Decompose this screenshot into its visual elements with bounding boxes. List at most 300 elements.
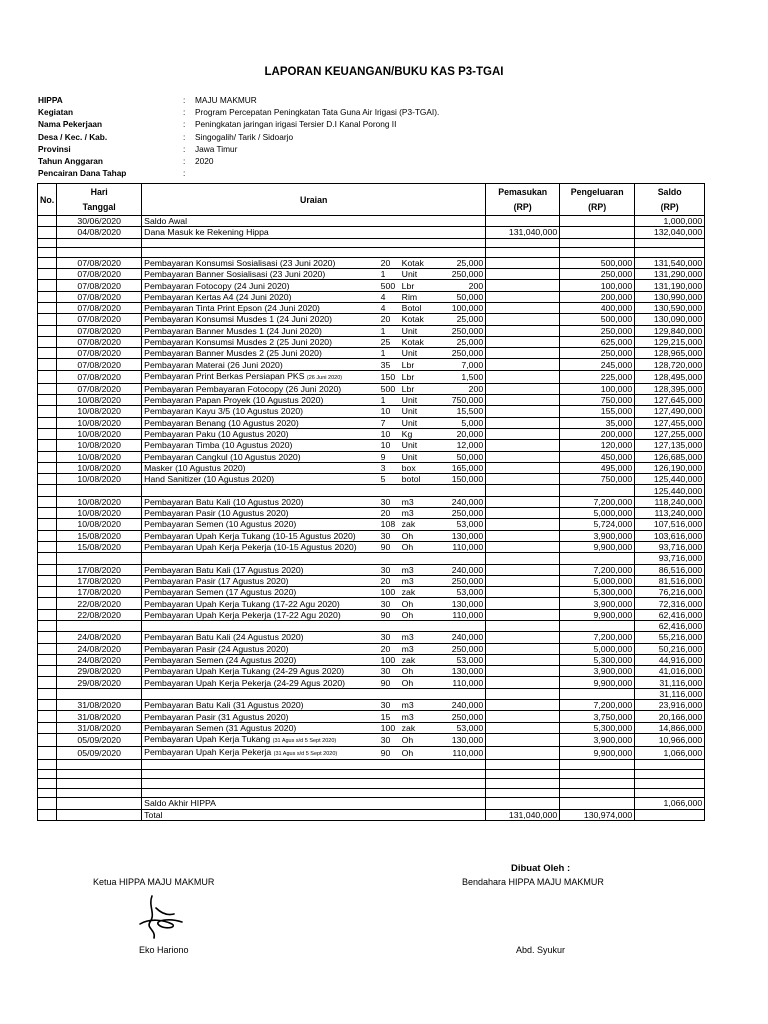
- cell-date: 07/08/2020: [57, 302, 142, 313]
- cell-saldo: 130,990,000: [635, 291, 705, 302]
- cell-unit: Kg: [400, 428, 432, 439]
- cell-date: [57, 769, 142, 779]
- cell-pemasukan: [486, 722, 560, 733]
- cell-date: 22/08/2020: [57, 598, 142, 609]
- cell-qty: 90: [379, 609, 400, 620]
- cell-date: [57, 248, 142, 258]
- cell-unit: Unit: [400, 417, 432, 428]
- cell-desc: [142, 553, 379, 564]
- cell-price: 200: [432, 280, 486, 291]
- cell-pengeluaran: 100,000: [560, 280, 635, 291]
- cell-price: 53,000: [432, 722, 486, 733]
- cell-unit: Unit: [400, 325, 432, 336]
- cell-price: 240,000: [432, 632, 486, 643]
- cell-pengeluaran: [560, 769, 635, 779]
- cell-date: 10/08/2020: [57, 462, 142, 473]
- cell-price: 25,000: [432, 314, 486, 325]
- cell-price: [432, 620, 486, 631]
- cell-pengeluaran: 9,900,000: [560, 541, 635, 552]
- dibuat-oleh: Dibuat Oleh :: [511, 863, 571, 874]
- cell-date: 24/08/2020: [57, 654, 142, 665]
- cell-no: [38, 677, 57, 688]
- cell-qty: [379, 227, 400, 238]
- cell-pengeluaran: [560, 688, 635, 699]
- cell-pemasukan: [486, 496, 560, 507]
- cell-saldo: [635, 238, 705, 248]
- cell-pemasukan: [486, 336, 560, 347]
- cell-no: [38, 609, 57, 620]
- table-row: [38, 280, 705, 291]
- cell-pengeluaran: [560, 788, 635, 798]
- cell-unit: [400, 798, 432, 809]
- cell-saldo: 128,395,000: [635, 383, 705, 394]
- info-label: Provinsi: [38, 143, 71, 154]
- cell-price: [432, 759, 486, 769]
- cell-date: 10/08/2020: [57, 395, 142, 406]
- cell-price: 750,000: [432, 395, 486, 406]
- cell-unit: [400, 620, 432, 631]
- cell-unit: Oh: [400, 746, 432, 759]
- cell-pengeluaran: [560, 759, 635, 769]
- cell-pemasukan: [486, 711, 560, 722]
- cell-saldo: 128,495,000: [635, 370, 705, 383]
- cell-unit: [400, 553, 432, 564]
- cell-price: 130,000: [432, 666, 486, 677]
- table-row: [38, 336, 705, 347]
- cell-no: [38, 541, 57, 552]
- cell-desc: [142, 788, 379, 798]
- table-row: [38, 654, 705, 665]
- cell-saldo: 41,016,000: [635, 666, 705, 677]
- cell-price: 110,000: [432, 746, 486, 759]
- cell-no: [38, 370, 57, 383]
- cell-desc: Pembayaran Pasir (24 Agustus 2020): [142, 643, 379, 654]
- header-pengeluaran: Pengeluaran: [560, 184, 635, 200]
- cell-saldo: 31,116,000: [635, 677, 705, 688]
- cell-qty: 1: [379, 325, 400, 336]
- cell-qty: [379, 216, 400, 227]
- cell-price: [432, 248, 486, 258]
- table-row: [38, 257, 705, 268]
- info-colon: :: [183, 143, 186, 154]
- cell-price: 25,000: [432, 257, 486, 268]
- header-saldo-rp: (RP): [635, 200, 705, 216]
- cell-price: 240,000: [432, 496, 486, 507]
- cell-date: 10/08/2020: [57, 417, 142, 428]
- cell-no: [38, 508, 57, 519]
- table-row: [38, 798, 705, 809]
- cell-unit: [400, 809, 432, 820]
- cell-no: [38, 227, 57, 238]
- info-colon: :: [183, 95, 186, 105]
- table-row: [38, 395, 705, 406]
- cell-pemasukan: [486, 632, 560, 643]
- cell-price: 150,000: [432, 474, 486, 485]
- cell-desc: Pembayaran Upah Kerja Pekerja (24-29 Agus 2020): [142, 677, 379, 688]
- cell-no: [38, 428, 57, 439]
- cell-qty: [379, 809, 400, 820]
- cell-desc: Pembayaran Papan Proyek (10 Agustus 2020): [142, 395, 379, 406]
- cell-qty: 30: [379, 598, 400, 609]
- info-label: Tahun Anggaran: [38, 155, 103, 166]
- cell-pengeluaran: 5,300,000: [560, 587, 635, 598]
- cell-no: [38, 406, 57, 417]
- cell-price: 110,000: [432, 677, 486, 688]
- cell-unit: zak: [400, 587, 432, 598]
- cell-pengeluaran: 3,900,000: [560, 530, 635, 541]
- cell-unit: zak: [400, 519, 432, 530]
- cell-qty: 30: [379, 632, 400, 643]
- cell-no: [38, 519, 57, 530]
- table-row: [38, 406, 705, 417]
- cell-date: 15/08/2020: [57, 541, 142, 552]
- cell-unit: m3: [400, 575, 432, 586]
- cell-qty: 3: [379, 462, 400, 473]
- cell-date: 22/08/2020: [57, 609, 142, 620]
- cell-price: 7,000: [432, 359, 486, 370]
- table-row: [38, 428, 705, 439]
- cell-pengeluaran: 35,000: [560, 417, 635, 428]
- cell-desc: [142, 769, 379, 779]
- cell-desc: Pembayaran Upah Kerja Pekerja (10-15 Agustus 2020): [142, 541, 379, 552]
- info-row: [38, 118, 439, 130]
- cell-date: 05/09/2020: [57, 746, 142, 759]
- cell-pemasukan: [486, 417, 560, 428]
- cell-date: [57, 788, 142, 798]
- cell-qty: 20: [379, 643, 400, 654]
- cell-saldo: 126,190,000: [635, 462, 705, 473]
- cell-pengeluaran: 750,000: [560, 474, 635, 485]
- cell-price: 110,000: [432, 609, 486, 620]
- cell-pengeluaran: [560, 227, 635, 238]
- table-row: [38, 587, 705, 598]
- cell-pengeluaran: [560, 620, 635, 631]
- cell-date: 15/08/2020: [57, 530, 142, 541]
- cell-no: [38, 451, 57, 462]
- cell-date: 07/08/2020: [57, 370, 142, 383]
- cell-date: [57, 779, 142, 789]
- table-row: [38, 643, 705, 654]
- cell-pengeluaran: 7,200,000: [560, 632, 635, 643]
- cell-date: 10/08/2020: [57, 519, 142, 530]
- cell-qty: [379, 798, 400, 809]
- cell-pengeluaran: 400,000: [560, 302, 635, 313]
- cell-date: 17/08/2020: [57, 564, 142, 575]
- cell-desc: Pembayaran Benang (10 Agustus 2020): [142, 417, 379, 428]
- header-pemasukan: Pemasukan: [486, 184, 560, 200]
- cell-pemasukan: [486, 248, 560, 258]
- info-value: 2020: [195, 155, 214, 166]
- cell-date: 24/08/2020: [57, 632, 142, 643]
- cell-unit: [400, 227, 432, 238]
- cell-price: 130,000: [432, 598, 486, 609]
- cell-desc: Pembayaran Banner Musdes 2 (25 Juni 2020): [142, 348, 379, 359]
- cell-desc: [142, 620, 379, 631]
- cell-pemasukan: [486, 257, 560, 268]
- cell-unit: Unit: [400, 440, 432, 451]
- cell-price: 20,000: [432, 428, 486, 439]
- cell-desc: Saldo Awal: [142, 216, 379, 227]
- cell-unit: zak: [400, 722, 432, 733]
- cell-desc: [142, 485, 379, 496]
- info-label: Desa / Kec. / Kab.: [38, 131, 108, 142]
- cell-date: 04/08/2020: [57, 227, 142, 238]
- cell-price: 250,000: [432, 508, 486, 519]
- cell-saldo: 103,616,000: [635, 530, 705, 541]
- cell-desc: Masker (10 Agustus 2020): [142, 462, 379, 473]
- cell-qty: [379, 688, 400, 699]
- cell-pemasukan: [486, 280, 560, 291]
- cell-desc: Pembayaran Batu Kali (24 Agustus 2020): [142, 632, 379, 643]
- info-colon: :: [183, 119, 186, 130]
- cell-pemasukan: [486, 769, 560, 779]
- cell-no: [38, 496, 57, 507]
- cell-pengeluaran: 9,900,000: [560, 677, 635, 688]
- cell-pengeluaran: [560, 216, 635, 227]
- cell-date: 29/08/2020: [57, 666, 142, 677]
- cell-qty: 30: [379, 564, 400, 575]
- table-row: [38, 809, 705, 820]
- table-row: [38, 496, 705, 507]
- cell-pengeluaran: 100,000: [560, 383, 635, 394]
- info-value: Peningkatan jaringan irigasi Tersier D.I Kanal Porong II: [195, 119, 397, 130]
- cell-no: [38, 314, 57, 325]
- cell-pemasukan: [486, 666, 560, 677]
- info-block: [38, 94, 439, 179]
- cell-saldo: 107,516,000: [635, 519, 705, 530]
- header-pengeluaran-rp: (RP): [560, 200, 635, 216]
- cell-no: [38, 291, 57, 302]
- cell-qty: 20: [379, 508, 400, 519]
- cell-pengeluaran: 7,200,000: [560, 496, 635, 507]
- cell-pemasukan: [486, 688, 560, 699]
- cell-saldo: 55,216,000: [635, 632, 705, 643]
- cell-saldo: 130,090,000: [635, 314, 705, 325]
- cell-pengeluaran: 5,724,000: [560, 519, 635, 530]
- cell-price: 50,000: [432, 291, 486, 302]
- cell-saldo: 50,216,000: [635, 643, 705, 654]
- table-row: [38, 302, 705, 313]
- cell-date: [57, 485, 142, 496]
- info-value: Jawa Timur: [195, 143, 238, 154]
- cell-pemasukan: [486, 643, 560, 654]
- table-row: [38, 733, 705, 746]
- cell-price: 165,000: [432, 462, 486, 473]
- cell-date: 07/08/2020: [57, 383, 142, 394]
- cell-no: [38, 700, 57, 711]
- cell-saldo: 129,840,000: [635, 325, 705, 336]
- cell-date: [57, 798, 142, 809]
- table-row: [38, 564, 705, 575]
- cell-saldo: 128,720,000: [635, 359, 705, 370]
- table-row: [38, 666, 705, 677]
- table-row: [38, 632, 705, 643]
- table-row: [38, 417, 705, 428]
- cell-qty: [379, 553, 400, 564]
- cell-pengeluaran: 5,000,000: [560, 643, 635, 654]
- cell-pemasukan: [486, 406, 560, 417]
- cell-qty: [379, 248, 400, 258]
- cell-unit: m3: [400, 632, 432, 643]
- cell-no: [38, 564, 57, 575]
- cell-desc: [142, 238, 379, 248]
- cash-ledger-table: [37, 183, 705, 821]
- cell-unit: m3: [400, 700, 432, 711]
- cell-unit: Oh: [400, 733, 432, 746]
- cell-saldo: 127,135,000: [635, 440, 705, 451]
- cell-desc: [142, 759, 379, 769]
- table-row: [38, 746, 705, 759]
- info-colon: :: [183, 107, 186, 118]
- cell-desc: Pembayaran Batu Kali (17 Agustus 2020): [142, 564, 379, 575]
- cell-desc: Pembayaran Semen (17 Agustus 2020): [142, 587, 379, 598]
- cell-pemasukan: [486, 519, 560, 530]
- cell-qty: 15: [379, 711, 400, 722]
- cell-no: [38, 598, 57, 609]
- cell-pengeluaran: 500,000: [560, 257, 635, 268]
- table-row: [38, 359, 705, 370]
- cell-saldo: 131,290,000: [635, 269, 705, 280]
- cell-desc: Pembayaran Batu Kali (31 Agustus 2020): [142, 700, 379, 711]
- cell-pemasukan: [486, 428, 560, 439]
- cell-desc: [142, 746, 379, 759]
- cell-qty: 100: [379, 587, 400, 598]
- cell-pengeluaran: 250,000: [560, 269, 635, 280]
- cell-date: 17/08/2020: [57, 587, 142, 598]
- cell-date: [57, 553, 142, 564]
- cell-pengeluaran: 250,000: [560, 325, 635, 336]
- cell-pengeluaran: [560, 553, 635, 564]
- cell-qty: 30: [379, 700, 400, 711]
- table-row: [38, 779, 705, 789]
- cell-pengeluaran: 5,000,000: [560, 575, 635, 586]
- info-label: Pencairan Dana Tahap: [38, 168, 127, 179]
- table-row: [38, 314, 705, 325]
- cell-pengeluaran: [560, 238, 635, 248]
- cell-pemasukan: [486, 508, 560, 519]
- cell-desc: Pembayaran Semen (24 Agustus 2020): [142, 654, 379, 665]
- cell-desc: Pembayaran Banner Musdes 1 (24 Juni 2020): [142, 325, 379, 336]
- table-row: [38, 541, 705, 552]
- cell-pemasukan: [486, 474, 560, 485]
- cell-unit: Unit: [400, 269, 432, 280]
- cell-unit: zak: [400, 654, 432, 665]
- cell-no: [38, 798, 57, 809]
- cell-date: [57, 759, 142, 769]
- cell-pengeluaran: 5,300,000: [560, 654, 635, 665]
- cell-no: [38, 302, 57, 313]
- cell-saldo: 23,916,000: [635, 700, 705, 711]
- cell-no: [38, 440, 57, 451]
- cell-pemasukan: [486, 325, 560, 336]
- cell-desc: [142, 370, 379, 383]
- info-row: [38, 106, 439, 118]
- cell-date: 30/06/2020: [57, 216, 142, 227]
- cell-no: [38, 462, 57, 473]
- cell-no: [38, 325, 57, 336]
- table-row: [38, 711, 705, 722]
- cell-pemasukan: [486, 462, 560, 473]
- cell-unit: Botol: [400, 302, 432, 313]
- table-row: [38, 440, 705, 451]
- info-value: Singogalih/ Tarik / Sidoarjo: [195, 131, 294, 142]
- cell-unit: box: [400, 462, 432, 473]
- cell-unit: m3: [400, 711, 432, 722]
- cell-pemasukan: [486, 564, 560, 575]
- cell-pemasukan: [486, 553, 560, 564]
- cell-price: 1,500: [432, 370, 486, 383]
- cell-saldo: 128,965,000: [635, 348, 705, 359]
- table-row: [38, 609, 705, 620]
- cell-pengeluaran: 155,000: [560, 406, 635, 417]
- cell-pemasukan: [486, 348, 560, 359]
- cell-unit: Lbr: [400, 383, 432, 394]
- cell-saldo: 86,516,000: [635, 564, 705, 575]
- cell-date: 07/08/2020: [57, 359, 142, 370]
- cell-qty: 10: [379, 440, 400, 451]
- cell-no: [38, 711, 57, 722]
- cell-no: [38, 395, 57, 406]
- cell-desc: Pembayaran Konsumsi Musdes 2 (25 Juni 2020): [142, 336, 379, 347]
- cell-no: [38, 280, 57, 291]
- cell-pengeluaran: 625,000: [560, 336, 635, 347]
- cell-desc: Pembayaran Pasir (10 Agustus 2020): [142, 508, 379, 519]
- cell-no: [38, 746, 57, 759]
- cell-desc: [142, 688, 379, 699]
- table-row: [38, 508, 705, 519]
- cell-desc: Pembayaran Kertas A4 (24 Juni 2020): [142, 291, 379, 302]
- cell-qty: [379, 779, 400, 789]
- bendahara-name: Abd. Syukur: [516, 945, 566, 955]
- table-row: [38, 474, 705, 485]
- cell-price: 15,500: [432, 406, 486, 417]
- cell-unit: m3: [400, 564, 432, 575]
- cell-pemasukan: [486, 395, 560, 406]
- info-colon: :: [183, 168, 186, 179]
- table-row: [38, 291, 705, 302]
- info-value: Program Percepatan Peningkatan Tata Guna Air Irigasi (P3-TGAI).: [195, 107, 440, 118]
- cell-desc: Pembayaran Upah Kerja Pekerja (17-22 Agu 2020): [142, 609, 379, 620]
- table-row: [38, 238, 705, 248]
- cell-date: 07/08/2020: [57, 336, 142, 347]
- cell-date: 10/08/2020: [57, 428, 142, 439]
- cell-pengeluaran: [560, 248, 635, 258]
- cell-saldo: 10,966,000: [635, 733, 705, 746]
- cell-unit: Unit: [400, 406, 432, 417]
- cell-date: 07/08/2020: [57, 325, 142, 336]
- cell-pemasukan: 131,040,000: [486, 227, 560, 238]
- cell-saldo: 131,190,000: [635, 280, 705, 291]
- cell-pemasukan: [486, 302, 560, 313]
- cell-unit: Rim: [400, 291, 432, 302]
- cell-date: 10/08/2020: [57, 496, 142, 507]
- cell-saldo: [635, 779, 705, 789]
- cell-price: 250,000: [432, 643, 486, 654]
- cell-price: 250,000: [432, 269, 486, 280]
- cell-qty: [379, 759, 400, 769]
- cell-pengeluaran: 200,000: [560, 428, 635, 439]
- cell-unit: Oh: [400, 609, 432, 620]
- cell-pengeluaran: 245,000: [560, 359, 635, 370]
- cell-date: 07/08/2020: [57, 291, 142, 302]
- cell-saldo: 93,716,000: [635, 553, 705, 564]
- cell-saldo: 127,455,000: [635, 417, 705, 428]
- cell-date: 10/08/2020: [57, 440, 142, 451]
- cell-unit: Lbr: [400, 359, 432, 370]
- cell-price: 50,000: [432, 451, 486, 462]
- cell-pengeluaran: 200,000: [560, 291, 635, 302]
- cell-no: [38, 779, 57, 789]
